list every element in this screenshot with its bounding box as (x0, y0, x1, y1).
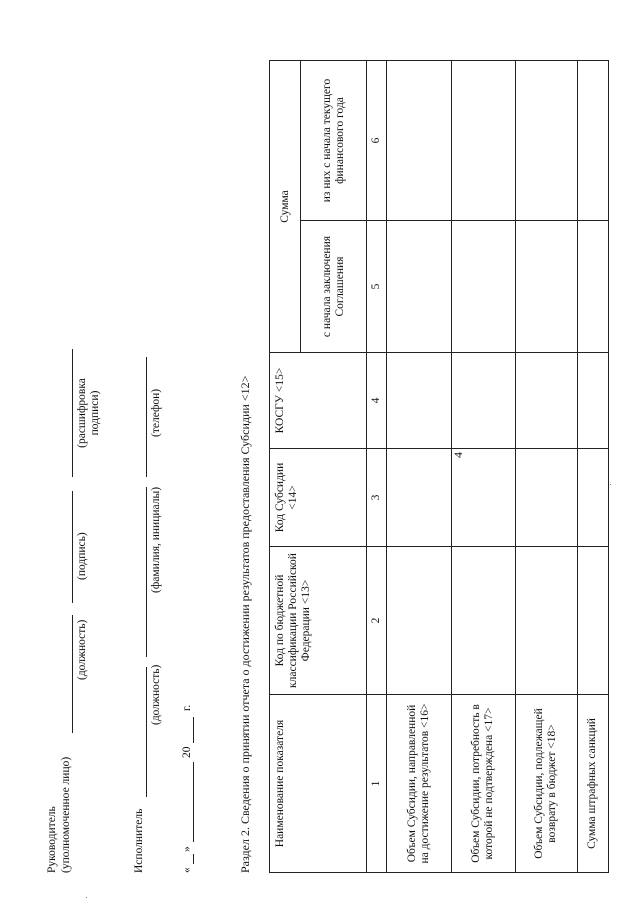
header-name: Наименование показателя (270, 695, 367, 873)
table-row (515, 60, 577, 872)
table-cell (515, 547, 577, 695)
column-number: 3 (367, 449, 387, 547)
table-cell (515, 353, 577, 449)
date-day-line (193, 854, 194, 864)
header-kosgu: КОСГУ <15> (270, 353, 367, 449)
scan-speck (610, 484, 611, 485)
date-year-line (193, 717, 194, 743)
table-cell (451, 547, 515, 695)
table-cell (515, 221, 577, 353)
row-label: Объем Субсидии, подлежащей возврату в бюджет <18> (515, 695, 577, 873)
table-cell (577, 221, 608, 353)
page-number: 4 (451, 452, 465, 458)
header-sum-since-agreement: с начала заключения Соглашения (301, 221, 367, 353)
executor-phone-line (146, 357, 147, 477)
name-caption: (фамилия, инициалы) (150, 486, 162, 593)
table-cell (387, 449, 451, 547)
table-cell (387, 353, 451, 449)
header-sum: Сумма (270, 60, 301, 352)
table-row (451, 60, 515, 872)
table-cell (577, 60, 608, 220)
date-close-quote: » (181, 846, 193, 852)
row-label: Объем Субсидии, потребность в которой не подтверждена <17> (451, 695, 515, 873)
scan-speck (86, 897, 87, 898)
head-position-caption: (должность) (76, 619, 88, 680)
table-cell (515, 60, 577, 220)
executor-label: Исполнитель (133, 808, 145, 873)
table-cell (515, 449, 577, 547)
table-cell (451, 353, 515, 449)
executor-position-line (146, 667, 147, 797)
date-suffix: г. (181, 704, 193, 711)
table-row (577, 60, 608, 872)
column-number: 4 (367, 353, 387, 449)
phone-caption: (телефон) (150, 388, 162, 437)
head-sublabel: (уполномоченное лицо) (60, 756, 72, 873)
table-cell (387, 60, 451, 220)
table-cell (577, 353, 608, 449)
results-table (269, 60, 609, 873)
head-decoding-caption: (расшифровка подписи) (76, 378, 101, 448)
header-kbk: Код по бюджетной классификации Российской Федерации <13> (270, 547, 367, 695)
table-cell (387, 221, 451, 353)
table-row (387, 60, 451, 872)
column-number: 6 (367, 60, 387, 220)
row-label: Сумма штрафных санкций (577, 695, 608, 873)
head-position-line (72, 615, 73, 733)
header-subsidy-code: Код Субсидии <14> (270, 449, 367, 547)
table-cell (577, 547, 608, 695)
head-signature-line (72, 491, 73, 603)
row-label: Объем Субсидии, направленной на достижение результатов <16> (387, 695, 451, 873)
table-cell (387, 547, 451, 695)
date-open-quote: « (181, 867, 193, 873)
executor-name-line (146, 487, 147, 657)
executor-position-caption: (должность) (150, 664, 162, 725)
date-year-prefix: 20 (181, 746, 193, 758)
table-cell (451, 449, 515, 547)
section-title: Раздел 2. Сведения о принятии отчета о достижении результатов предоставления Субсидии <12> (238, 375, 252, 873)
head-label: Руководитель (46, 806, 58, 873)
head-decoding-line (72, 349, 73, 477)
table-cell (577, 449, 608, 547)
header-sum-current-year: из них с начала текущего финансового года (301, 60, 367, 220)
column-number: 5 (367, 221, 387, 353)
table-cell (451, 60, 515, 220)
date-month-line (193, 762, 194, 842)
column-number: 2 (367, 547, 387, 695)
column-number: 1 (367, 695, 387, 873)
table-cell (451, 221, 515, 353)
head-signature-caption: (подпись) (76, 532, 88, 580)
